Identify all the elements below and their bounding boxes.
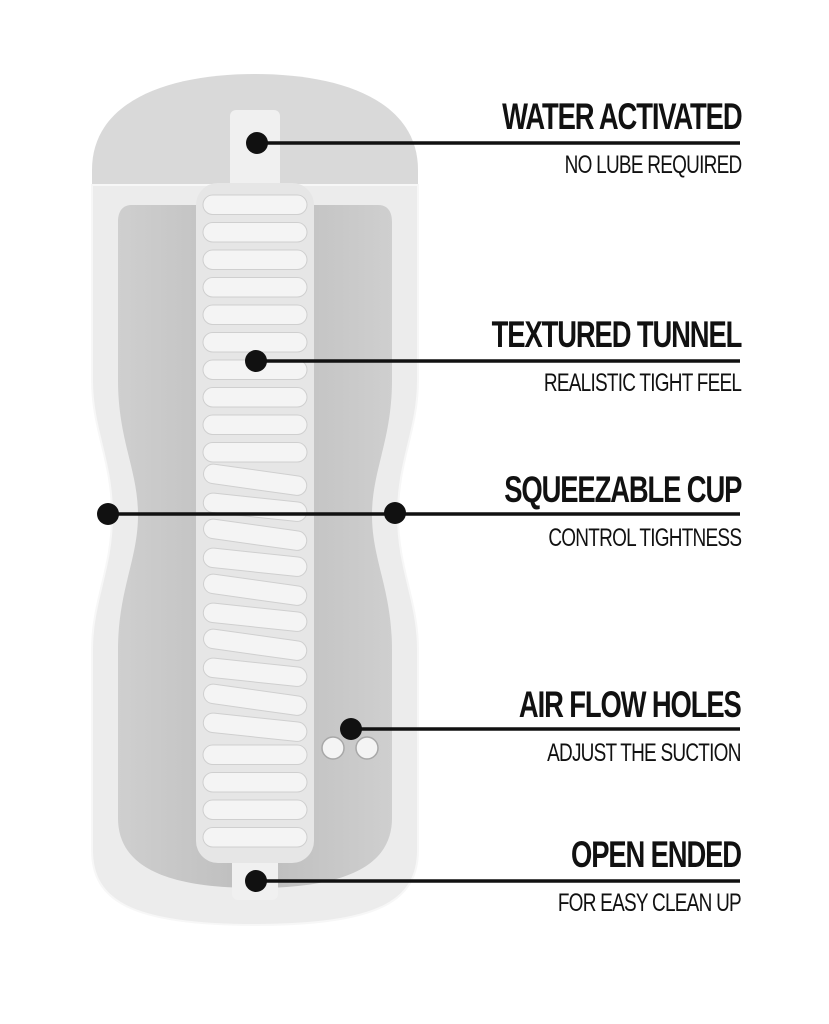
open-ended-dot	[245, 870, 267, 892]
callout-subtitle: REALISTIC TIGHT FEEL	[543, 369, 741, 397]
tunnel-rib	[203, 773, 307, 793]
tunnel-rib	[203, 250, 307, 270]
tunnel-rib	[203, 443, 307, 463]
tunnel-rib	[203, 415, 307, 435]
callout-subtitle: CONTROL TIGHTNESS	[548, 524, 741, 552]
tunnel-rib	[203, 828, 307, 848]
callout-subtitle: ADJUST THE SUCTION	[547, 739, 741, 767]
air-flow-holes-dot	[340, 718, 362, 740]
tunnel-rib	[203, 278, 307, 298]
tunnel-rib	[203, 305, 307, 325]
squeezable-cup-dot-left	[97, 503, 119, 525]
water-activated-dot	[246, 132, 268, 154]
tunnel-rib	[203, 223, 307, 243]
tunnel-rib	[203, 388, 307, 408]
callout-title: SQUEEZABLE CUP	[504, 469, 741, 510]
callout-title: OPEN ENDED	[571, 834, 741, 875]
callout-water-activated	[418, 97, 742, 179]
squeezable-cup-dot-right	[384, 502, 406, 524]
air-hole-right	[356, 737, 378, 759]
callout-title: WATER ACTIVATED	[501, 96, 741, 137]
callout-title: AIR FLOW HOLES	[519, 684, 741, 725]
tunnel-rib	[203, 745, 307, 765]
tunnel-rib	[203, 800, 307, 820]
callout-subtitle: NO LUBE REQUIRED	[564, 151, 741, 179]
textured-tunnel-dot	[245, 350, 267, 372]
callout-textured-tunnel	[404, 315, 741, 397]
callout-subtitle: FOR EASY CLEAN UP	[557, 889, 741, 917]
callout-squeezable-cup	[421, 470, 741, 552]
callout-title: TEXTURED TUNNEL	[491, 314, 741, 355]
tunnel-rib	[203, 333, 307, 353]
callout-air-flow-holes	[441, 685, 741, 767]
callout-open-ended	[500, 835, 741, 917]
air-hole-left	[322, 737, 344, 759]
tunnel-rib	[203, 195, 307, 215]
